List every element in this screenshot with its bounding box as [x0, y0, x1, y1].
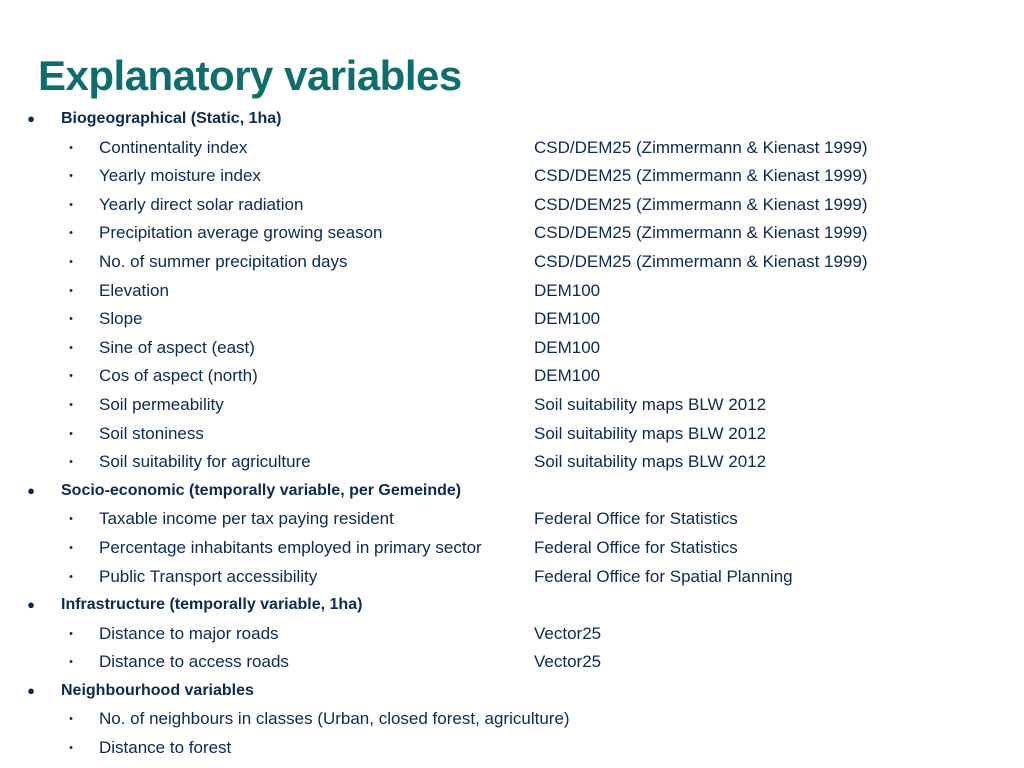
section-heading-infrastructure	[0, 591, 1024, 620]
item-bullet-icon: •	[69, 713, 73, 726]
list-item	[0, 448, 1024, 477]
item-bullet-icon: •	[69, 141, 73, 154]
variable-label: Elevation	[99, 280, 169, 300]
variable-source: DEM100	[534, 309, 601, 329]
list-item	[0, 420, 1024, 449]
variable-label: Slope	[99, 309, 143, 329]
variable-source: Federal Office for Statistics	[534, 537, 738, 557]
section-heading-neighbourhood	[0, 677, 1024, 706]
item-bullet-icon: •	[69, 541, 73, 554]
variable-list	[0, 105, 1024, 763]
variable-source: Soil suitability maps BLW 2012	[534, 452, 767, 472]
item-bullet-icon: •	[69, 456, 73, 469]
item-bullet-icon: •	[69, 341, 73, 354]
list-item	[0, 734, 1024, 763]
variable-label: Sine of aspect (east)	[99, 337, 255, 357]
item-bullet-icon: •	[69, 227, 73, 240]
section-bullet-icon: ●	[27, 682, 35, 698]
list-item	[0, 191, 1024, 220]
variable-label: Soil stoniness	[99, 423, 204, 443]
variable-source: CSD/DEM25 (Zimmermann & Kienast 1999)	[534, 223, 868, 243]
list-item	[0, 219, 1024, 248]
variable-source: CSD/DEM25 (Zimmermann & Kienast 1999)	[534, 251, 868, 271]
list-item	[0, 534, 1024, 563]
variable-label: Yearly moisture index	[99, 166, 261, 186]
section-bullet-icon: ●	[27, 597, 35, 613]
variable-label: Distance to forest	[99, 738, 232, 758]
variable-source: DEM100	[534, 366, 601, 386]
variable-label: Distance to major roads	[99, 623, 279, 643]
variable-label: Yearly direct solar radiation	[99, 194, 304, 214]
item-bullet-icon: •	[69, 656, 73, 669]
variable-label: No. of neighbours in classes (Urban, closed forest, agriculture)	[99, 709, 570, 729]
item-bullet-icon: •	[69, 398, 73, 411]
list-item	[0, 248, 1024, 277]
item-bullet-icon: •	[69, 370, 73, 383]
item-bullet-icon: •	[69, 198, 73, 211]
list-item	[0, 305, 1024, 334]
variable-source: DEM100	[534, 280, 601, 300]
variable-source: Federal Office for Statistics	[534, 509, 738, 529]
page-title: Explanatory variables	[38, 52, 462, 99]
variable-label: Public Transport accessibility	[99, 566, 318, 586]
section-heading-label: Neighbourhood variables	[61, 681, 254, 699]
list-item	[0, 705, 1024, 734]
variable-label: Cos of aspect (north)	[99, 366, 258, 386]
list-item	[0, 334, 1024, 363]
list-item	[0, 362, 1024, 391]
variable-label: Percentage inhabitants employed in primary sector	[99, 537, 482, 557]
list-item	[0, 648, 1024, 677]
variable-label: Distance to access roads	[99, 652, 289, 672]
variable-source: Soil suitability maps BLW 2012	[534, 423, 767, 443]
item-bullet-icon: •	[69, 284, 73, 297]
list-item	[0, 277, 1024, 306]
variable-source: Federal Office for Spatial Planning	[534, 566, 793, 586]
section-heading-socio-economic	[0, 477, 1024, 506]
list-item	[0, 620, 1024, 649]
item-bullet-icon: •	[69, 313, 73, 326]
section-heading-label: Infrastructure (temporally variable, 1ha)	[61, 596, 363, 614]
item-bullet-icon: •	[69, 513, 73, 526]
item-bullet-icon: •	[69, 627, 73, 640]
list-item	[0, 505, 1024, 534]
item-bullet-icon: •	[69, 427, 73, 440]
list-item	[0, 134, 1024, 163]
variable-label: Soil suitability for agriculture	[99, 452, 311, 472]
variable-label: Soil permeability	[99, 394, 224, 414]
variable-label: Taxable income per tax paying resident	[99, 509, 394, 529]
variable-source: CSD/DEM25 (Zimmermann & Kienast 1999)	[534, 137, 868, 157]
list-item	[0, 391, 1024, 420]
section-heading-label: Biogeographical (Static, 1ha)	[61, 110, 282, 127]
list-item	[0, 563, 1024, 592]
variable-source: Soil suitability maps BLW 2012	[534, 394, 767, 414]
variable-label: Continentality index	[99, 137, 248, 157]
section-heading-label: Socio-economic (temporally variable, per Gemeinde)	[61, 481, 462, 499]
variable-source: DEM100	[534, 337, 601, 357]
list-item	[0, 162, 1024, 191]
variable-label: No. of summer precipitation days	[99, 251, 348, 271]
item-bullet-icon: •	[69, 255, 73, 268]
variable-source: CSD/DEM25 (Zimmermann & Kienast 1999)	[534, 166, 868, 186]
item-bullet-icon: •	[69, 570, 73, 583]
variable-label: Precipitation average growing season	[99, 223, 383, 243]
variable-source: CSD/DEM25 (Zimmermann & Kienast 1999)	[534, 194, 868, 214]
variable-source: Vector25	[534, 652, 602, 672]
section-heading-biogeographical	[0, 105, 1024, 134]
item-bullet-icon: •	[69, 742, 73, 755]
variable-source: Vector25	[534, 623, 602, 643]
item-bullet-icon: •	[69, 170, 73, 183]
section-bullet-icon: ●	[27, 111, 35, 126]
section-bullet-icon: ●	[27, 482, 35, 498]
